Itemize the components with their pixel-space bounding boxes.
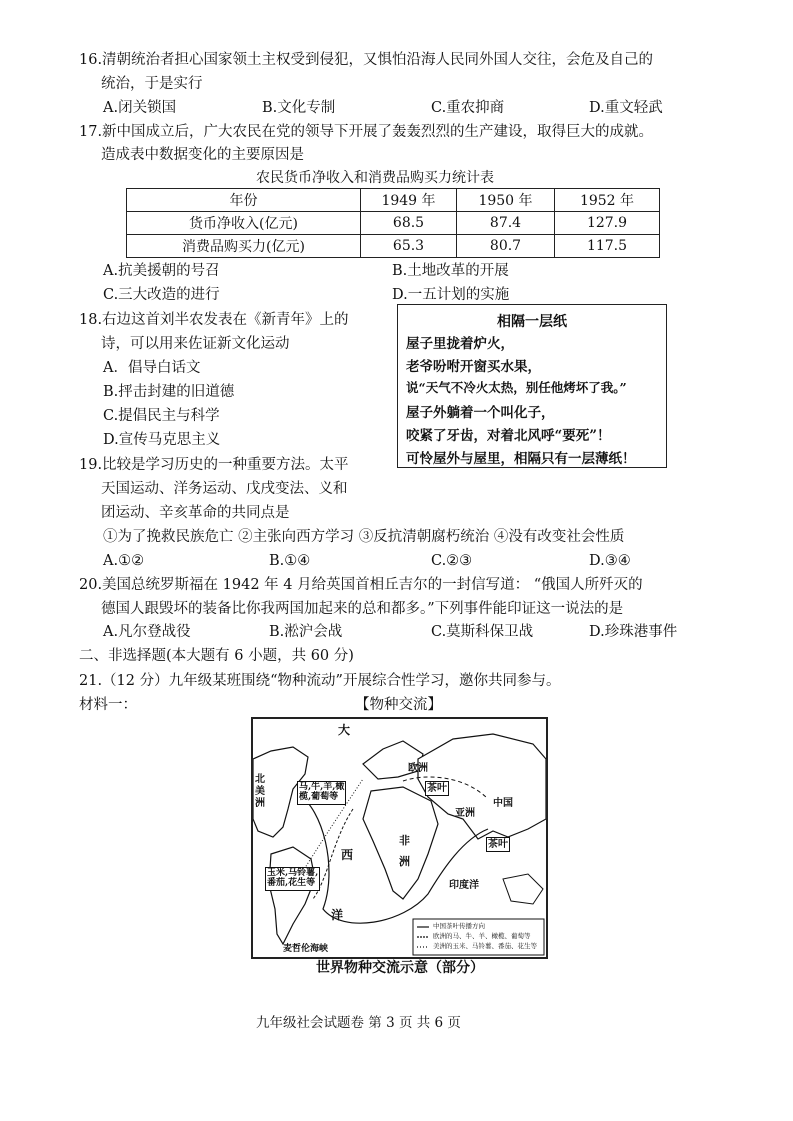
q19-option-b: B.①④ [269, 553, 311, 569]
table-row [127, 189, 660, 212]
q19-stem-line1: 19.比较是学习历史的一种重要方法。太平 [79, 457, 349, 473]
map-caption: 世界物种交流示意（部分） [316, 960, 484, 976]
material-title: 【物种交流】 [355, 697, 442, 713]
legend-item: 中国茶叶传播方向 [433, 922, 485, 930]
label-atlantic-yang: 洋 [331, 908, 344, 922]
map-label: 洲 [255, 798, 265, 809]
q17-stats-table [126, 188, 660, 258]
box-tea-europe: 茶叶 [427, 783, 447, 794]
table-row [127, 212, 660, 235]
box-europe-to-america [297, 781, 346, 805]
label-atlantic-xi: 西 [341, 848, 354, 862]
poem-line: 可怜屋外与屋里，相隔只有一层薄纸！ [406, 451, 636, 467]
q18-option-a: A．倡导白话文 [103, 360, 201, 376]
q18-option-b: B.抨击封建的旧道德 [103, 384, 235, 400]
label-magellan-strait: 麦哲伦海峡 [283, 944, 329, 954]
poem-line: 老爷吩咐开窗买水果， [406, 359, 541, 375]
q17-option-a: A.抗美援朝的号召 [103, 263, 220, 279]
table-header-cell: 1949 年 [361, 189, 457, 212]
q17-option-c: C.三大改造的进行 [103, 287, 220, 303]
q18-option-d: D.宣传马克思主义 [103, 432, 221, 448]
poem-line: 咬紧了牙齿，对着北风呼“要死”！ [406, 428, 611, 444]
legend-item: 美洲的玉米、马铃薯、番茄、花生等 [433, 942, 537, 950]
map-label: 北 [255, 774, 265, 785]
q19-statements: ①为了挽救民族危亡 ②主张向西方学习 ③反抗清朝腐朽统治 ④没有改变社会性质 [103, 529, 625, 545]
q18-option-c: C.提倡民主与科学 [103, 408, 220, 424]
label-china: 中国 [493, 798, 513, 809]
box-line: 番茄,花生等 [267, 877, 316, 888]
table-row [127, 235, 660, 258]
table-cell: 65.3 [361, 235, 457, 258]
q19-option-c: C.②③ [431, 553, 473, 569]
box-america-to-europe [265, 867, 320, 891]
table-cell: 117.5 [555, 235, 660, 258]
q16-option-a: A.闭关锁国 [103, 100, 177, 116]
q18-stem-line1: 18.右边这首刘半农发表在《新青年》上的 [79, 312, 349, 328]
q19-option-d: D.③④ [589, 553, 631, 569]
q20-stem-line1: 20.美国总统罗斯福在 1942 年 4 月给英国首相丘吉尔的一封信写道： “俄国人所歼灭的 [79, 577, 643, 593]
q16-stem-line2: 统治，于是实行 [101, 76, 203, 92]
table-cell: 80.7 [457, 235, 555, 258]
q17-table-title: 农民货币净收入和消费品购买力统计表 [256, 170, 494, 186]
q20-option-a: A.凡尔登战役 [103, 624, 191, 640]
poem-line: 说“天气不冷火太热，别任他烤坏了我。” [406, 380, 627, 395]
label-atlantic-da: 大 [338, 723, 351, 737]
label-north-america [255, 774, 265, 810]
q20-option-c: C.莫斯科保卫战 [431, 624, 534, 640]
q17-option-d: D.一五计划的实施 [392, 287, 510, 303]
q16-option-c: C.重农抑商 [431, 100, 505, 116]
q21-stem: 21.（12 分）九年级某班围绕“物种流动”开展综合性学习，邀你共同参与。 [79, 673, 561, 689]
poem-title: 相隔一层纸 [497, 314, 567, 330]
material-label: 材料一： [79, 697, 137, 713]
q20-stem-line2: 德国人跟毁坏的装备比你我两国加起来的总和都多。”下列事件能印证这一说法的是 [101, 601, 624, 617]
q20-option-d: D.珍珠港事件 [589, 624, 678, 640]
q19-option-a: A.①② [103, 553, 145, 569]
q16-stem-line1: 16.清朝统治者担心国家领土主权受到侵犯，又惧怕沿海人民同外国人交往，会危及自己的 [79, 52, 654, 68]
table-header-cell: 1952 年 [555, 189, 660, 212]
box-tea-asia: 茶叶 [488, 839, 508, 850]
table-header-cell: 年份 [127, 189, 361, 212]
poem-line: 屋子里拢着炉火， [406, 336, 514, 352]
page-footer: 九年级社会试题卷 第 3 页 共 6 页 [256, 1015, 461, 1031]
q17-option-b: B.土地改革的开展 [392, 263, 509, 279]
poem-line: 屋子外躺着一个叫化子， [406, 405, 555, 421]
species-exchange-map [251, 717, 548, 959]
label-asia: 亚洲 [455, 808, 475, 819]
map-label: 美 [255, 786, 265, 797]
box-line: 玉米,马铃薯, [267, 868, 319, 878]
q16-option-b: B.文化专制 [262, 100, 336, 116]
label-europe: 欧洲 [408, 763, 428, 774]
map-label: 洲 [399, 854, 410, 868]
section-heading: 二、非选择题(本大题有 6 小题，共 60 分) [79, 648, 354, 664]
box-line: 马,牛,羊,橄 [299, 782, 345, 792]
label-indian-ocean: 印度洋 [449, 880, 479, 891]
q19-stem-line3: 团运动、辛亥革命的共同点是 [101, 505, 290, 521]
q18-stem-line2: 诗，可以用来佐证新文化运动 [101, 336, 290, 352]
q17-stem-line1: 17.新中国成立后，广大农民在党的领导下开展了轰轰烈烈的生产建设，取得巨大的成就。 [79, 124, 654, 140]
q19-stem-line2: 天国运动、洋务运动、戊戌变法、义和 [101, 481, 348, 497]
table-cell: 货币净收入(亿元) [127, 212, 361, 235]
label-africa [399, 831, 410, 873]
q17-stem-line2: 造成表中数据变化的主要原因是 [101, 147, 304, 163]
table-cell: 87.4 [457, 212, 555, 235]
map-label: 非 [399, 834, 410, 847]
legend-item: 欧洲的马、牛、羊、橄榄、葡萄等 [433, 932, 531, 940]
table-header-cell: 1950 年 [457, 189, 555, 212]
q16-option-d: D.重文轻武 [589, 100, 663, 116]
table-cell: 127.9 [555, 212, 660, 235]
table-cell: 68.5 [361, 212, 457, 235]
q18-poem-box [397, 304, 667, 468]
q20-option-b: B.淞沪会战 [269, 624, 343, 640]
box-line: 榄,葡萄等 [299, 791, 339, 802]
table-cell: 消费品购买力(亿元) [127, 235, 361, 258]
